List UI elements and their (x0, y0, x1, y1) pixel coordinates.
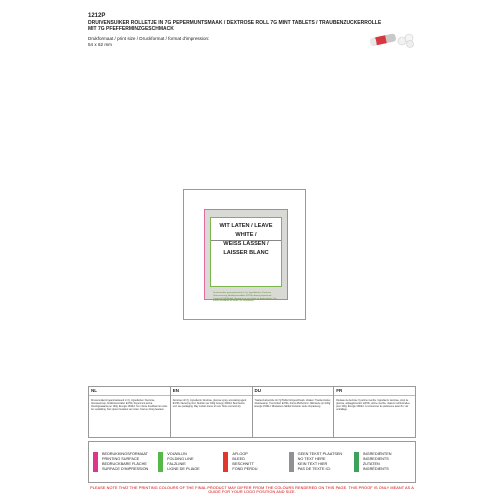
legend-swatch (289, 452, 294, 472)
legend-label: BLEED (232, 457, 245, 461)
column-text: Rouleau de dextrose 7g arôme menthe. Ingrédients: dextrose, sirop de glucose, antiagglomérant: E470b, arôme menthe. Valeurs nutritionnelles pour 100g: Énergie 1540kJ. À consommer de préférence avant fin: voir emballage. (336, 400, 410, 411)
legend-label: AFLOOP (232, 452, 248, 456)
column-du (253, 387, 335, 437)
legend-swatch (158, 452, 163, 472)
legend-label: BEDRUCKBARE FLÄCHE (102, 462, 147, 466)
format-label: Drukformaat / print size / Druckformat / format d'impression: (88, 36, 210, 42)
product-code: 1212P (88, 13, 106, 19)
legend-item-bleed (219, 442, 284, 482)
legend-swatch (93, 452, 98, 472)
column-fr (334, 387, 415, 437)
leave-white-line1: WIT LATEN / LEAVE WHITE / (219, 223, 273, 238)
legend-label: NO TEXT HERE (297, 457, 326, 461)
language-columns (88, 386, 416, 438)
column-heading: DU (253, 387, 334, 396)
legend-label: GEEN TEKST PLAATSEN (297, 452, 343, 456)
column-text: Dextrose roll 7g. Ingredients: Dextrose, glucose syrup, anti-caking agent: E470b, flavouring mint. Nutrition per 100g: Energy 1540kJ. Best before end: see packaging. May contain traces of nuts. Store cool and dry. (172, 400, 247, 408)
legend-label: INGREDIËNTEN (362, 452, 392, 456)
leave-white-line2: WEISS LASSEN / LAISSER BLANC (223, 241, 269, 256)
column-text: Traubenzuckerrolle mit 7g Pfefferminzgeschmack. Zutaten: Traubenzucker, Glukosesirup, Trennmittel: E470b, Aroma Pfefferminz. Nährwerte pro 100g: Energie 1540kJ. Mindestens haltbar bis Ende: siehe Verpackung. (254, 400, 331, 408)
divider (211, 240, 281, 241)
legend-label: BESCHNITT (232, 462, 254, 466)
legend-label: PRINTING SURFACE (102, 457, 140, 461)
header (88, 12, 388, 48)
legend-label: PAS DE TEXTE ICI (297, 467, 331, 471)
disclaimer-notice: PLEASE NOTE THAT THE PRINTING COLOURS OF THE FINAL PRODUCT MAY DIFFER FROM THE COLOURS RENDERED ON THIS PAGE. THIS PROOF IS ONLY MEANT AS A GUIDE FOR YOUR LOGO POSITION AND SIZE. (90, 486, 414, 494)
legend-item-printing-surface (89, 442, 154, 482)
ingredients-text: Druivensuiker gearomatiseerd in 7g. Ingrediënten: Dextrose, Glucosestroop, Antiklontermiddel: E470b, Aroma pepermunt. Trapchim ISM België. Bewaren op een koele en droge plaats. Ten minste houdbaar tot einde: zie verpakking. (213, 292, 277, 303)
column-heading: NL (89, 387, 170, 396)
legend-swatch (354, 452, 359, 472)
legend-label: SURFACE D'IMPRESSION (102, 467, 149, 471)
legend-item-ingredients (350, 442, 415, 482)
leave-white-area (210, 217, 282, 287)
legend-label: FALZLINIE (167, 462, 186, 466)
footer (88, 386, 416, 498)
legend-item-folding-line (154, 442, 219, 482)
legend-label: KEIN TEXT HIER (297, 462, 328, 466)
product-image (368, 30, 416, 50)
column-heading: FR (334, 387, 415, 396)
column-text: Druivensuikerrol gearomatiseerd in 7g. Ingrediënten: Dextrose, Glucosestroop, Antiklontermiddel: E470b, Pepermunt aroma. Voedingswaarde per 100g: Energie 1540kJ. Ten minste houdbaar tot einde: zie verpakking. Kan sporen bevatten van noten. Koel en droog bewaren. (91, 400, 168, 411)
legend-label: LIGNE DE PLIAGE (167, 467, 200, 471)
legend-label: VOUWLIJN (167, 452, 187, 456)
column-en (171, 387, 253, 437)
legend-label: BEDRUKKINGSFORMAAT (102, 452, 148, 456)
legend-swatch (223, 452, 228, 472)
legend-label: INGREDIENTS (362, 457, 389, 461)
product-title: DRUIVENSUIKER ROLLETJE IN 7G PEPERMUNTSMAAK / DEXTROSE ROLL 7G MINT TABLETS / TRAUBENZUCKERROLLE MIT 7G PFEFFERMINZGESCHMACK (88, 20, 382, 33)
column-heading: EN (171, 387, 252, 396)
legend (88, 441, 416, 483)
format-size: 54 x 62 mm (88, 42, 112, 48)
print-template (183, 189, 306, 320)
legend-label: ZUTATEN (362, 462, 380, 466)
column-nl (89, 387, 171, 437)
legend-label: INGRÉDIENTS (362, 467, 389, 471)
legend-label: FOND PERDU (232, 467, 258, 471)
printing-surface (204, 209, 288, 303)
legend-item-no-text (285, 442, 350, 482)
legend-label: FOLDING LINE (167, 457, 194, 461)
